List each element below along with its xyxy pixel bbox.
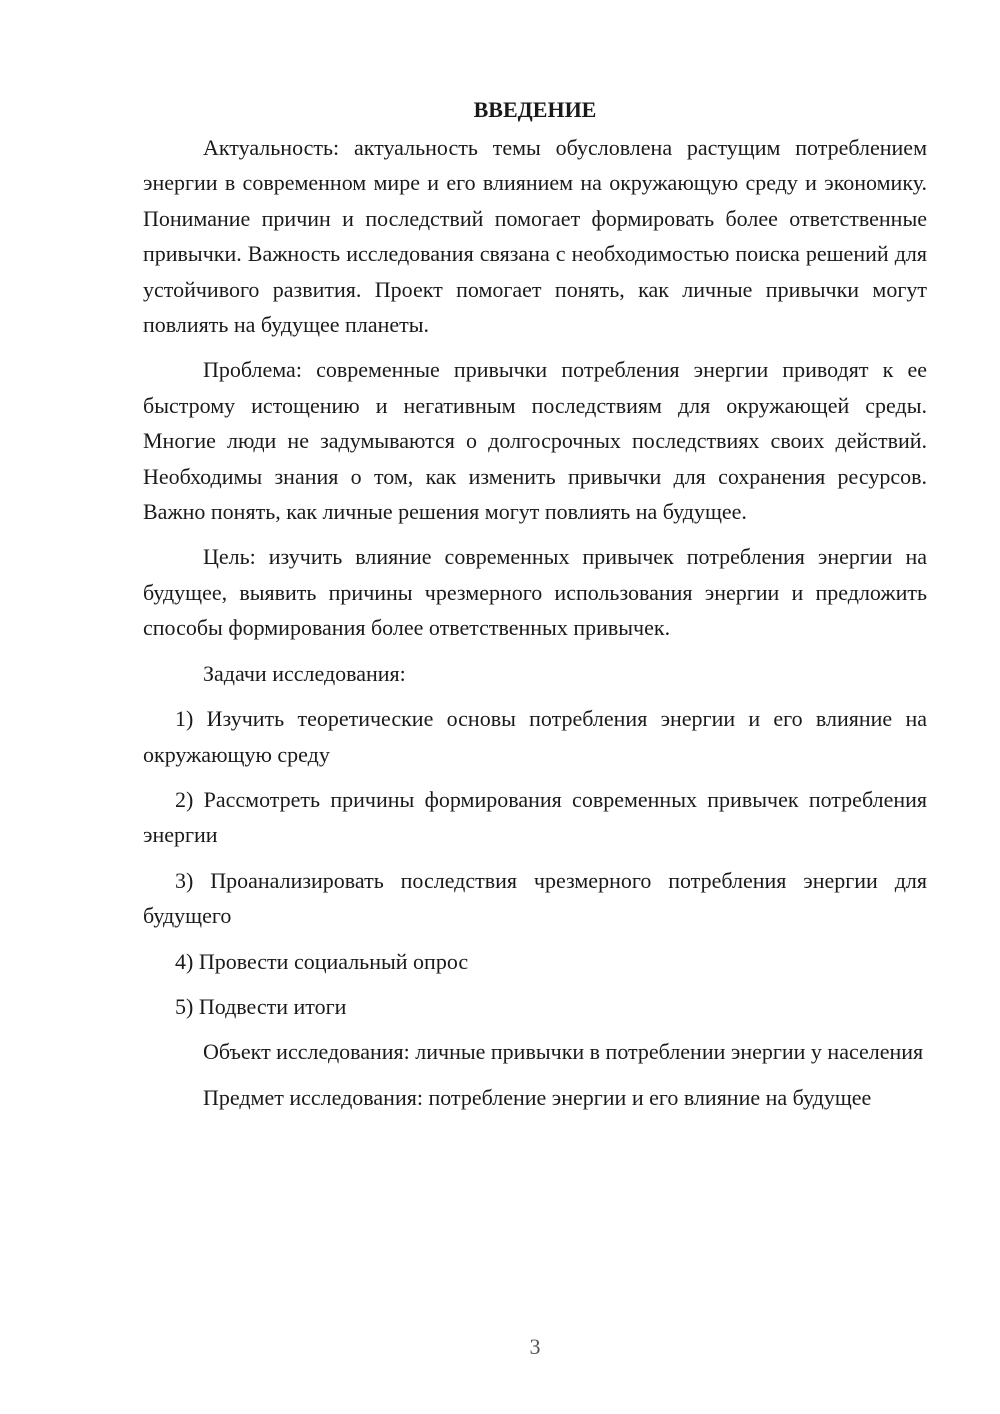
goal-paragraph: Цель: изучить влияние современных привычек потребления энергии на будущее, выявить причины чрезмерного использования энергии и предложить способы формирования более ответственных привычек. <box>143 544 927 641</box>
task-item-4: 4) Провести социальный опрос <box>175 948 469 974</box>
tasks-heading: Задачи исследования: <box>203 660 406 686</box>
relevance-paragraph: Актуальность: актуальность темы обусловлена растущим потреблением энергии в современном мире и его влиянием на окружающую среду и экономику. Понимание причин и последствий помогает формировать более ответственные привычки. Важность исследования связана с необходимостью поиска решений для устойчивого развития. Проект помогает понять, как личные привычки могут повлиять на будущее планеты. <box>143 135 927 338</box>
task-item-1: 1) Изучить теоретические основы потребления энергии и его влияние на окружающую среду <box>143 706 927 767</box>
task-item-2: 2) Рассмотреть причины формирования современных привычек потребления энергии <box>143 786 927 848</box>
section-title: ВВЕДЕНИЕ <box>473 97 597 122</box>
research-subject-paragraph: Предмет исследования: потребление энергии и его влияние на будущее <box>203 1084 872 1110</box>
page-content <box>143 95 927 1125</box>
problem-paragraph: Проблема: современные привычки потребления энергии приводят к ее быстрому истощению и негативным последствиям для окружающей среды. Многие люди не задумываются о долгосрочных последствиях своих действий. Необходимы знания о том, как изменить привычки для сохранения ресурсов. Важно понять, как личные решения могут повлиять на будущее. <box>143 357 927 525</box>
task-item-5: 5) Подвести итоги <box>175 993 347 1019</box>
page-number: 3 <box>529 1334 541 1359</box>
research-object-paragraph: Объект исследования: личные привычки в потреблении энергии у населения <box>203 1039 924 1065</box>
task-item-3: 3) Проанализировать последствия чрезмерного потребления энергии для будущего <box>143 867 927 929</box>
